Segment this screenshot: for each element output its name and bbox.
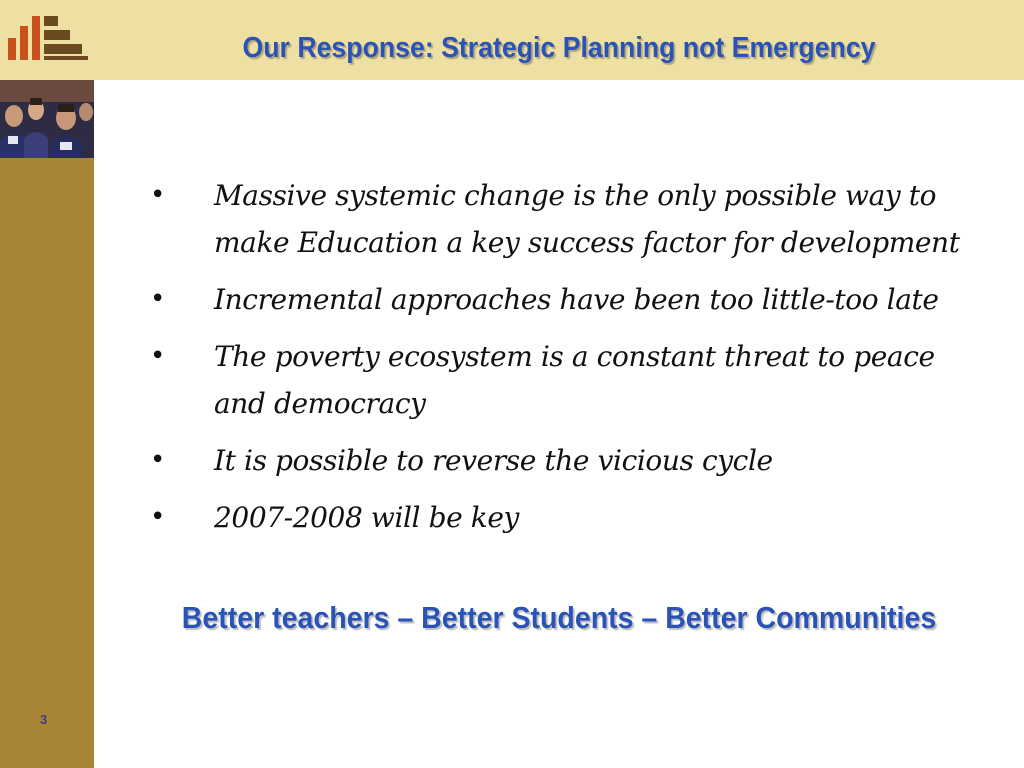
bullet-marker: •: [150, 445, 165, 475]
list-item: [148, 276, 968, 323]
bullet-marker: •: [150, 502, 165, 532]
bullet-marker: •: [150, 284, 165, 314]
bullet-text: Massive systemic change is the only possible way to make Education a key success factor for development: [214, 179, 960, 259]
bullet-text: Incremental approaches have been too little-too late: [214, 283, 939, 316]
bullet-text: 2007-2008 will be key: [214, 501, 519, 534]
list-item: [148, 437, 968, 484]
list-item: [148, 494, 968, 541]
bullet-text: The poverty ecosystem is a constant threat to peace and democracy: [214, 340, 935, 420]
bullet-marker: •: [150, 180, 165, 210]
list-item: [148, 172, 968, 266]
logo: [0, 0, 94, 80]
page-number: 3: [40, 712, 48, 727]
students-photo: [0, 80, 94, 158]
bar-chart-logo-icon: [6, 12, 88, 68]
bullet-list: [148, 172, 968, 551]
bullet-marker: •: [150, 341, 165, 371]
tagline: Better teachers – Better Students – Better Communities: [181, 600, 937, 635]
page-title: Our Response: Strategic Planning not Emergency: [242, 32, 876, 64]
bullet-text: It is possible to reverse the vicious cycle: [214, 444, 773, 477]
list-item: [148, 333, 968, 427]
